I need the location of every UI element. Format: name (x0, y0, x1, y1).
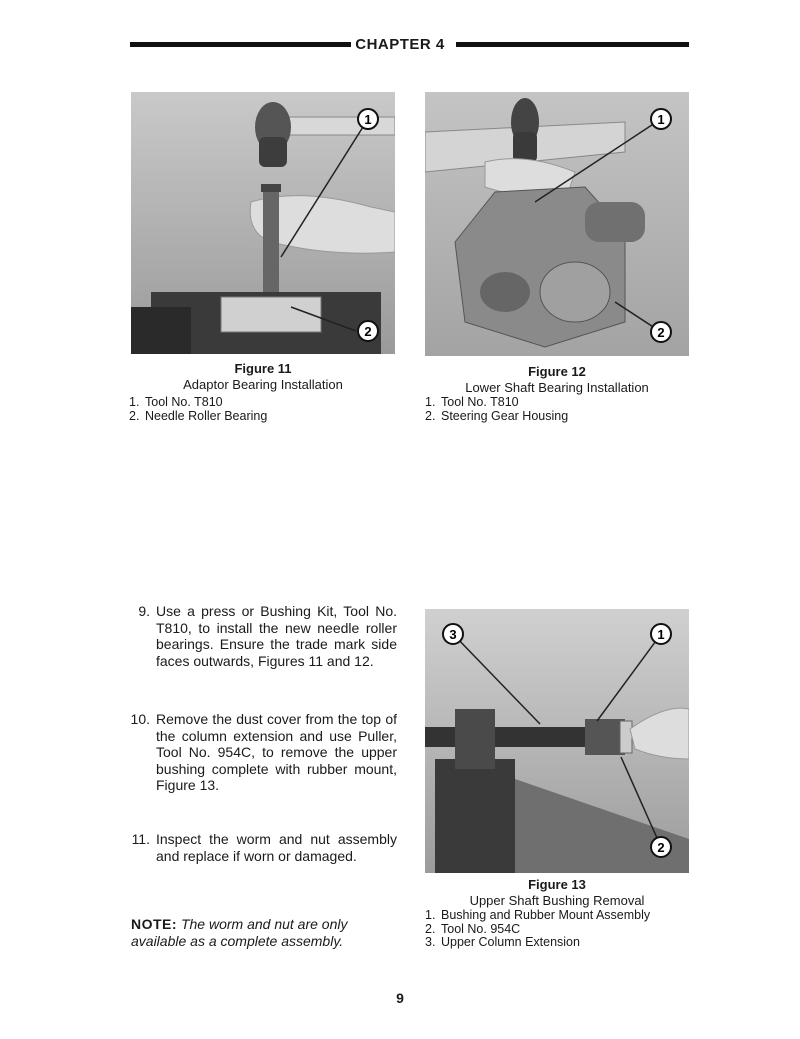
legend-item (425, 909, 725, 923)
figure-13-callout-2: 2 (657, 840, 665, 855)
legend-num: 2. (425, 408, 436, 423)
figure-12-callout-1: 1 (657, 112, 665, 127)
legend-num: 1. (425, 395, 436, 409)
step-10 (122, 711, 397, 794)
figure-11-title: Figure 11 (234, 361, 292, 376)
legend-text: Needle Roller Bearing (145, 408, 268, 423)
legend-item (129, 410, 399, 424)
legend-text: Steering Gear Housing (441, 408, 569, 423)
legend-num: 2. (425, 921, 436, 936)
figure-12-subtitle: Lower Shaft Bearing Installation (465, 380, 649, 395)
legend-text: Tool No. 954C (441, 921, 521, 936)
legend-num: 1. (425, 908, 436, 922)
figure-11-callout-1: 1 (364, 112, 372, 127)
figure-13-callout-3: 3 (449, 627, 457, 642)
figure-13-photo (425, 609, 689, 873)
page-number: 9 (396, 990, 404, 1006)
legend-text: Bushing and Rubber Mount Assembly (441, 908, 651, 922)
figure-12-callout-2: 2 (657, 325, 665, 340)
legend-item (425, 923, 725, 937)
note-label: NOTE: (131, 916, 178, 932)
legend-item (425, 396, 695, 410)
step-9 (122, 603, 397, 669)
legend-item (129, 396, 399, 410)
figure-12-title: Figure 12 (528, 364, 586, 379)
figure-11-legend (129, 396, 399, 423)
legend-num: 2. (129, 408, 140, 423)
figure-11-callout-2: 2 (364, 324, 372, 339)
step-number: 11. (131, 831, 150, 847)
step-number: 9. (138, 603, 150, 619)
step-number: 10. (130, 711, 150, 727)
figure-12-photo (425, 92, 689, 356)
figure-13-callout-1: 1 (657, 627, 665, 642)
figure-13-subtitle: Upper Shaft Bushing Removal (469, 893, 645, 908)
figure-11-subtitle: Adaptor Bearing Installation (183, 377, 343, 392)
figure-11-photo (131, 92, 395, 354)
chapter-heading (0, 36, 800, 53)
step-text: Remove the dust cover from the top of the column extension and use Puller, Tool No. 954C, to remove the upper bushing complete with rubber mount, Figure 13. (156, 711, 397, 793)
legend-text: Tool No. T810 (145, 395, 223, 409)
legend-text: Upper Column Extension (441, 935, 580, 949)
legend-num: 3. (425, 935, 436, 949)
legend-item (425, 936, 725, 950)
figure-13-legend (425, 909, 725, 950)
step-text: Use a press or Bushing Kit, Tool No. T810, to install the new needle roller bearings. Ensure the trade mark side faces outwards, Figures 11 and 12. (156, 603, 397, 669)
note-text: The worm and nut are only available as a complete assembly. (131, 916, 348, 949)
legend-item (425, 410, 695, 424)
legend-num: 1. (129, 395, 140, 409)
chapter-title: CHAPTER 4 (351, 36, 449, 53)
step-11 (122, 831, 397, 864)
step-text: Inspect the worm and nut assembly and replace if worn or damaged. (156, 831, 397, 864)
note (131, 916, 401, 950)
figure-12-legend (425, 396, 695, 423)
figure-13-title: Figure 13 (528, 877, 586, 892)
legend-text: Tool No. T810 (441, 395, 519, 409)
